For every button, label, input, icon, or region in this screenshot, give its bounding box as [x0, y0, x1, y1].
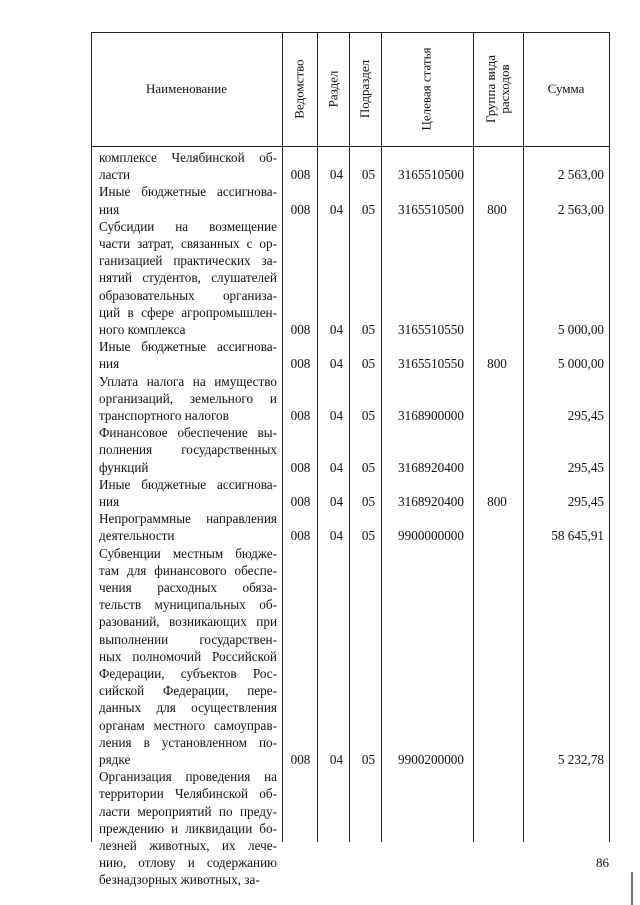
row-name-line: функций [99, 459, 149, 475]
row-name-line: там для финансового обеспе- [99, 562, 277, 578]
row-name-line: Федерации, субъектов Рос- [99, 666, 277, 682]
cell-vedomstvo: 008 [290, 751, 311, 767]
cell-podrazdel: 05 [361, 528, 376, 544]
grid-line [91, 146, 610, 147]
row-name [99, 218, 277, 338]
row-name-line: деятельности [99, 528, 175, 544]
row-name-line: Непрограммные направления [99, 511, 277, 527]
cell-razdel: 04 [329, 751, 344, 767]
row-name-line: ласти мероприятий по преду- [99, 803, 277, 819]
cell-vedomstvo: 008 [290, 356, 311, 372]
row-name-line: ния [99, 356, 120, 372]
table-row [91, 338, 610, 372]
row-name [99, 510, 277, 544]
row-name-line: рядке [99, 752, 131, 768]
header-razdel [317, 32, 349, 146]
row-name-line: Субсидии на возмещение [99, 218, 277, 234]
cell-vedomstvo: 008 [290, 407, 311, 423]
cell-podrazdel: 05 [361, 167, 376, 183]
row-name-line: тельств муниципальных об- [99, 597, 277, 613]
row-name-line: Финансовое обеспечение вы- [99, 425, 277, 441]
cell-razdel: 04 [329, 459, 344, 475]
table-row [91, 424, 610, 476]
header-summa [523, 32, 609, 146]
table-row [91, 149, 610, 183]
row-name-line: транспортного налогов [99, 408, 229, 423]
cell-tsel: 9900000000 [398, 528, 464, 544]
header-summa-label: Сумма [547, 81, 585, 96]
row-name-line: Организация проведения на [99, 769, 277, 785]
row-name [99, 768, 277, 888]
cell-vedomstvo: 008 [290, 493, 311, 509]
cell-razdel: 04 [329, 167, 344, 183]
row-name-line: нию, отлову и содержанию [99, 855, 277, 871]
table-row [91, 183, 610, 217]
row-name-line: ных полномочий Российской [99, 648, 277, 664]
budget-table [91, 32, 610, 888]
header-vedomstvo-label: Ведомство [291, 59, 307, 119]
cell-tsel: 3165510550 [398, 321, 464, 337]
row-name-line: образовательных организа- [99, 287, 277, 303]
cell-summa: 58 645,91 [551, 528, 604, 544]
header-name [91, 32, 282, 146]
cell-vedomstvo: 008 [290, 459, 311, 475]
row-name-line: ния [99, 494, 120, 509]
row-name-line: ганизацией практических за- [99, 253, 277, 269]
table-row [91, 373, 610, 425]
row-name-line: лезней животных, их лече- [99, 838, 277, 853]
header-gruppa-vida-label [484, 55, 512, 123]
cell-summa: 295,45 [567, 493, 604, 509]
row-name-line: Иные бюджетные ассигнова- [99, 339, 277, 355]
cell-razdel: 04 [329, 356, 344, 372]
row-name-line: Субвенции местным бюдже- [99, 545, 277, 561]
row-name-line: ного комплекса [99, 322, 186, 338]
cell-tsel: 9900200000 [398, 751, 464, 767]
header-gruppa-vida-line1: Группа вида [483, 55, 499, 123]
row-name-line: Иные бюджетные ассигнова- [99, 184, 277, 200]
cell-podrazdel: 05 [361, 493, 376, 509]
row-name-line: организаций, земельного и [99, 390, 277, 406]
table-row [91, 768, 610, 888]
row-name-line: ления в установленном по- [99, 734, 277, 750]
cell-podrazdel: 05 [361, 407, 376, 423]
cell-summa: 5 000,00 [557, 321, 604, 337]
cell-podrazdel: 05 [361, 356, 376, 372]
row-name [99, 338, 277, 372]
cell-tsel: 3168900000 [398, 407, 464, 423]
header-tselevaya-statya [381, 32, 473, 146]
row-name [99, 373, 277, 425]
header-gruppa-vida [473, 32, 523, 146]
cell-tsel: 3165510550 [398, 356, 464, 372]
row-name [99, 424, 277, 476]
cell-podrazdel: 05 [361, 751, 376, 767]
row-name-line: сийской Федерации, пере- [99, 683, 277, 699]
row-name-line: разований, возникающих при [99, 614, 277, 630]
header-tselevaya-statya-label: Целевая статья [418, 47, 434, 131]
cell-vedomstvo: 008 [290, 321, 311, 337]
cell-gruppa: 800 [487, 201, 507, 217]
row-name-line: нятий студентов, слушателей [99, 270, 277, 286]
cell-gruppa: 800 [487, 356, 507, 372]
cell-summa: 5 000,00 [557, 356, 604, 372]
header-podrazdel [349, 32, 381, 146]
cell-podrazdel: 05 [361, 201, 376, 217]
row-name-line: чения расходных обяза- [99, 580, 277, 595]
table-row [91, 476, 610, 510]
table-row [91, 545, 610, 769]
cell-razdel: 04 [329, 321, 344, 337]
header-vedomstvo [282, 32, 317, 146]
row-name-line: полнения государственных [99, 442, 277, 458]
cell-summa: 2 563,00 [557, 201, 604, 217]
row-name-line: Иные бюджетные ассигнова- [99, 476, 277, 492]
cell-vedomstvo: 008 [290, 167, 311, 183]
header-razdel-label: Раздел [325, 70, 340, 108]
header-name-label: Наименование [146, 81, 227, 96]
cell-tsel: 3168920400 [398, 493, 464, 509]
row-name-line: данных для осуществления [99, 700, 277, 716]
cell-summa: 295,45 [567, 459, 604, 475]
scan-edge-mark [631, 872, 633, 905]
row-name [99, 183, 277, 217]
table-row [91, 510, 610, 544]
cell-podrazdel: 05 [361, 321, 376, 337]
header-podrazdel-label: Подраздел [357, 59, 373, 119]
cell-razdel: 04 [329, 201, 344, 217]
row-name-line: ния [99, 201, 120, 217]
cell-podrazdel: 05 [361, 459, 376, 475]
cell-razdel: 04 [329, 407, 344, 423]
table-row [91, 218, 610, 338]
page-number: 86 [596, 855, 609, 870]
cell-vedomstvo: 008 [290, 201, 311, 217]
row-name-line: безнадзорных животных, за- [99, 872, 260, 888]
row-name [99, 149, 277, 183]
row-name-line: территории Челябинской об- [99, 786, 277, 802]
cell-vedomstvo: 008 [290, 528, 311, 544]
row-name-line: ций в сфере агропромышлен- [99, 304, 277, 320]
row-name-line: части затрат, связанных с ор- [99, 236, 277, 251]
cell-tsel: 3165510500 [398, 201, 464, 217]
cell-summa: 5 232,78 [557, 751, 604, 767]
row-name [99, 545, 277, 769]
row-name-line: ласти [99, 167, 131, 183]
cell-gruppa: 800 [487, 493, 507, 509]
cell-summa: 2 563,00 [557, 167, 604, 183]
cell-razdel: 04 [329, 493, 344, 509]
cell-tsel: 3168920400 [398, 459, 464, 475]
cell-summa: 295,45 [567, 407, 604, 423]
row-name-line: органам местного самоуправ- [99, 717, 277, 733]
row-name-line: Уплата налога на имущество [99, 373, 277, 389]
row-name [99, 476, 277, 510]
row-name-line: комплексе Челябинской об- [99, 150, 277, 165]
cell-tsel: 3165510500 [398, 167, 464, 183]
row-name-line: преждению и ликвидации бо- [99, 820, 277, 836]
header-gruppa-vida-line2: расходов [497, 64, 513, 114]
row-name-line: выполнении государствен- [99, 631, 277, 647]
cell-razdel: 04 [329, 528, 344, 544]
